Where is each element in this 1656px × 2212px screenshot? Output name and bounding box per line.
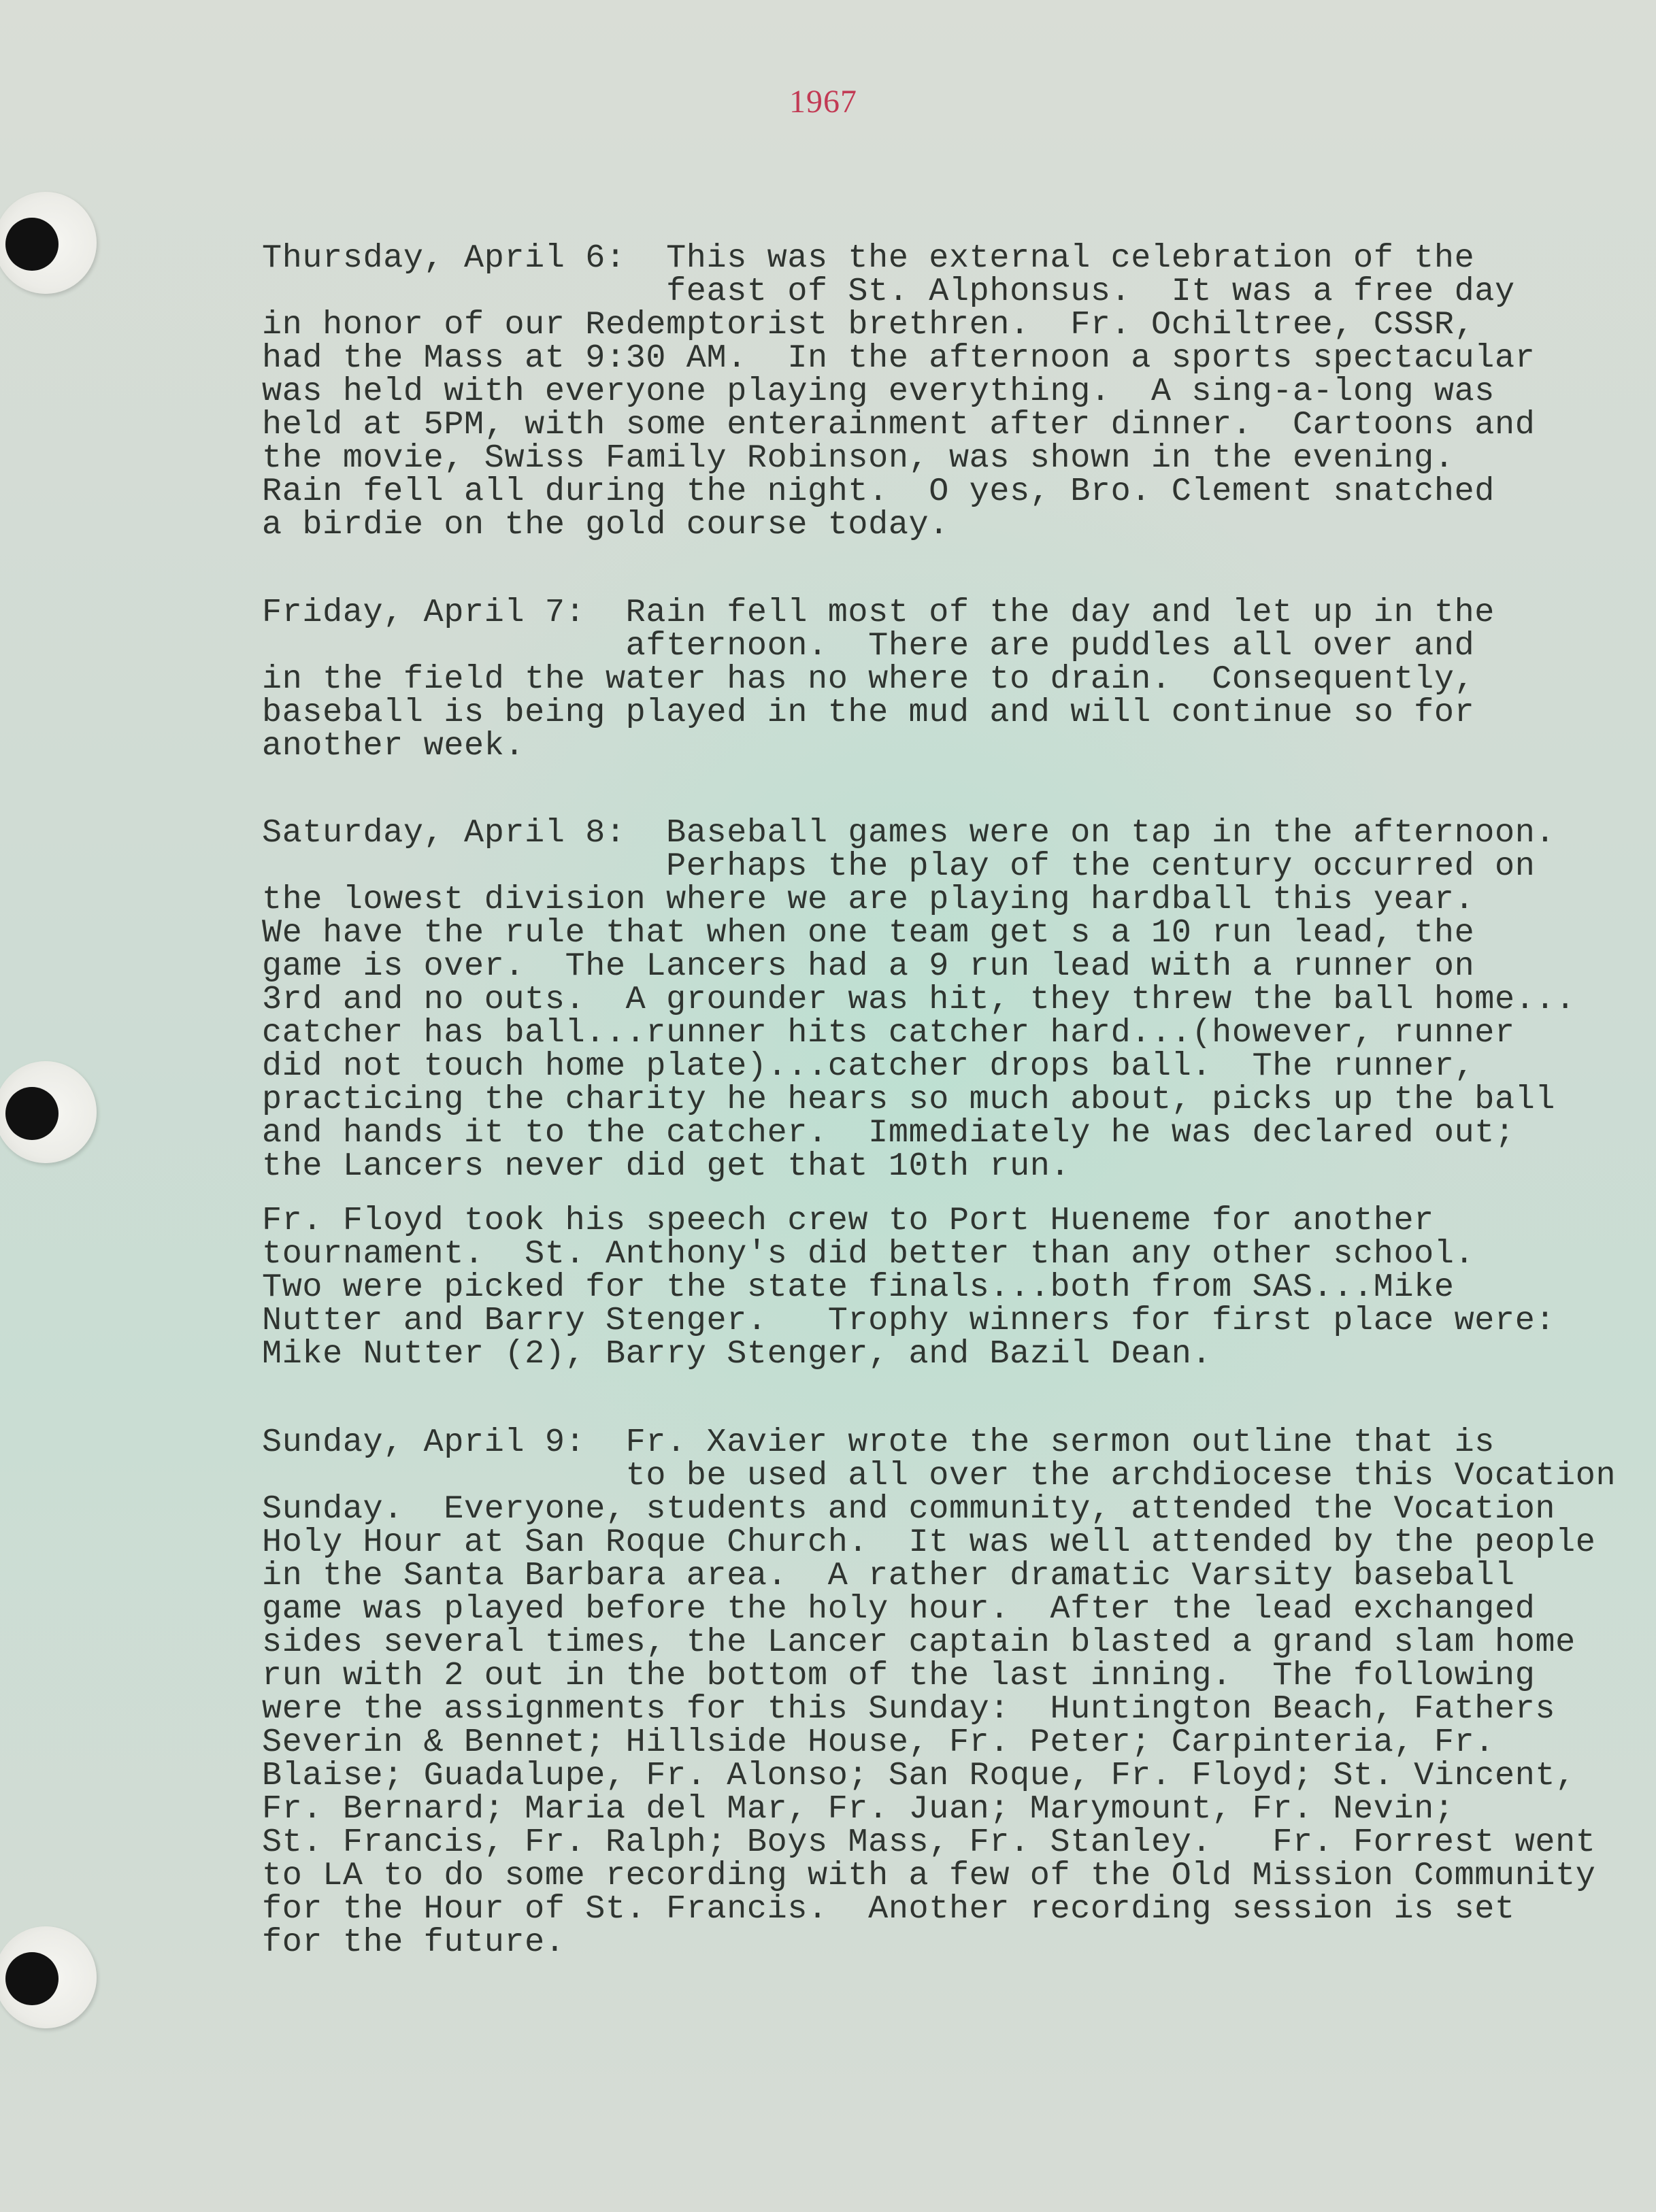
entry-line: were the assignments for this Sunday: Huntington Beach, Fathers [262,1690,1556,1728]
entry-line: We have the rule that when one team get s a 10 run lead, the [262,914,1475,952]
entry-line: sides several times, the Lancer captain blasted a grand slam home [262,1624,1576,1661]
entry-line: the lowest division where we are playing hardball this year. [262,881,1475,918]
entry-line: Fr. Bernard; Maria del Mar, Fr. Juan; Marymount, Fr. Nevin; [262,1790,1455,1828]
entry-line: for the future. [262,1924,565,1961]
entry-line: Mike Nutter (2), Barry Stenger, and Bazil Dean. [262,1335,1212,1373]
entry-line: to be used all over the archdiocese this Vocation [262,1457,1617,1494]
entry-saturday-april-8 [262,816,1650,1183]
binder-hole-top [0,192,97,294]
entry-line: a birdie on the gold course today. [262,506,949,543]
entry-line: Holy Hour at San Roque Church. It was well attended by the people [262,1524,1596,1561]
entry-line: in the field the water has no where to drain. Consequently, [262,660,1475,698]
entry-line: and hands it to the catcher. Immediately he was declared out; [262,1114,1515,1152]
entry-line: Perhaps the play of the century occurred on [262,848,1536,885]
entry-line: in the Santa Barbara area. A rather dramatic Varsity baseball [262,1557,1515,1594]
entry-line: Rain fell all during the night. O yes, Bro. Clement snatched [262,473,1495,510]
entry-line: Blaise; Guadalupe, Fr. Alonso; San Roque, Fr. Floyd; St. Vincent, [262,1757,1576,1794]
entry-thursday-april-6 [262,241,1650,541]
entry-sunday-april-9 [262,1426,1650,1959]
entry-line: catcher has ball...runner hits catcher hard...(however, runner [262,1014,1515,1052]
entry-line: game was played before the holy hour. After the lead exchanged [262,1590,1536,1628]
entry-line: was held with everyone playing everything. A sing-a-long was [262,373,1495,410]
entry-line: tournament. St. Anthony's did better than any other school. [262,1235,1475,1273]
entry-line: game is over. The Lancers had a 9 run lead with a runner on [262,948,1475,985]
entry-line: Friday, April 7: Rain fell most of the day and let up in the [262,594,1495,631]
entry-line: had the Mass at 9:30 AM. In the afternoon a sports spectacular [262,339,1536,377]
entry-line: run with 2 out in the bottom of the last inning. The following [262,1657,1536,1694]
entry-line: Fr. Floyd took his speech crew to Port Hueneme for another [262,1202,1434,1239]
entry-line: in honor of our Redemptorist brethren. Fr. Ochiltree, CSSR, [262,306,1475,343]
entry-line: feast of St. Alphonsus. It was a free day [262,273,1515,310]
entry-line: for the Hour of St. Francis. Another recording session is set [262,1890,1515,1928]
page-year: 1967 [789,84,857,120]
entry-line: practicing the charity he hears so much about, picks up the ball [262,1081,1556,1118]
entry-line: Thursday, April 6: This was the external celebration of the [262,239,1475,277]
entry-line: Nutter and Barry Stenger. Trophy winners for first place were: [262,1302,1556,1339]
entry-line: Sunday, April 9: Fr. Xavier wrote the sermon outline that is [262,1424,1495,1461]
entry-line: St. Francis, Fr. Ralph; Boys Mass, Fr. Stanley. Fr. Forrest went [262,1824,1596,1861]
entry-line: the movie, Swiss Family Robinson, was shown in the evening. [262,439,1455,477]
entry-saturday-speech-tournament [262,1204,1650,1371]
entry-line: Saturday, April 8: Baseball games were on tap in the afternoon. [262,814,1556,852]
entry-line: did not touch home plate)...catcher drops ball. The runner, [262,1048,1475,1085]
entry-line: to LA to do some recording with a few of the Old Mission Community [262,1857,1596,1894]
entry-line: baseball is being played in the mud and will continue so for [262,694,1475,731]
binder-hole-bottom [0,1926,97,2028]
entry-friday-april-7 [262,596,1650,763]
binder-hole-middle [0,1061,97,1163]
entry-line: afternoon. There are puddles all over and [262,627,1475,665]
entry-line: Severin & Bennet; Hillside House, Fr. Peter; Carpinteria, Fr. [262,1724,1495,1761]
entry-line: 3rd and no outs. A grounder was hit, they threw the ball home... [262,981,1576,1018]
entry-line: Sunday. Everyone, students and community, attended the Vocation [262,1490,1556,1528]
entry-line: another week. [262,727,525,765]
entry-line: held at 5PM, with some enterainment after dinner. Cartoons and [262,406,1536,443]
entry-line: Two were picked for the state finals...both from SAS...Mike [262,1269,1455,1306]
entry-line: the Lancers never did get that 10th run. [262,1147,1071,1185]
